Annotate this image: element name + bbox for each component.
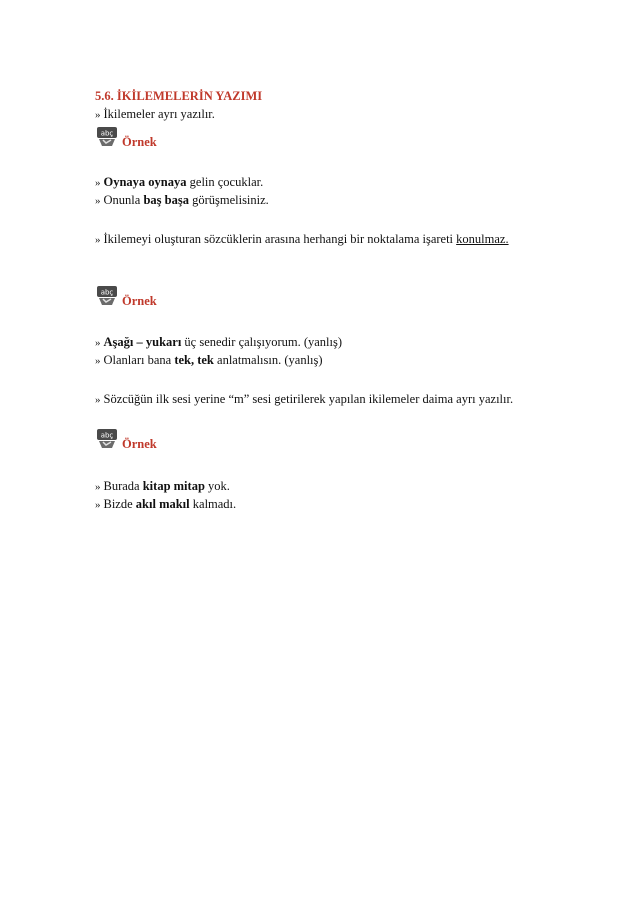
svg-text:abç: abç xyxy=(100,431,114,440)
abc-spellcheck-icon xyxy=(96,127,118,147)
section-heading: 5.6. İKİLEMELERİN YAZIMI xyxy=(95,89,263,103)
example-line: » Aşağı – yukarı üç senedir çalışıyorum. (yanlış) xyxy=(95,335,343,349)
svg-text:abç: abç xyxy=(100,129,114,138)
example-label: Örnek xyxy=(122,135,157,149)
abc-spellcheck-icon xyxy=(96,429,118,449)
rule-noktalama: » İkilemeyi oluşturan sözcüklerin arasına herhangi bir noktalama işareti konulmaz. xyxy=(95,232,509,246)
example-label: Örnek xyxy=(122,437,157,451)
example-line: » Bizde akıl makıl kalmadı. xyxy=(95,497,237,511)
rule-text: İkilemeler ayrı yazılır. xyxy=(103,107,215,121)
example-line: » Oynaya oynaya gelin çocuklar. xyxy=(95,175,264,189)
bullet-symbol: » xyxy=(95,109,101,121)
rule-m-sesi: » Sözcüğün ilk sesi yerine “m” sesi getirilerek yapılan ikilemeler daima ayrı yazılır. xyxy=(95,392,514,406)
example-line: » Onunla baş başa görüşmelisiniz. xyxy=(95,193,269,207)
rule-ayri-yazilir xyxy=(95,106,215,123)
example-label: Örnek xyxy=(122,294,157,308)
abc-spellcheck-icon xyxy=(96,286,118,306)
example-line: » Olanları bana tek, tek anlatmalısın. (yanlış) xyxy=(95,353,323,367)
svg-text:abç: abç xyxy=(100,288,114,297)
example-line: » Burada kitap mitap yok. xyxy=(95,479,230,493)
